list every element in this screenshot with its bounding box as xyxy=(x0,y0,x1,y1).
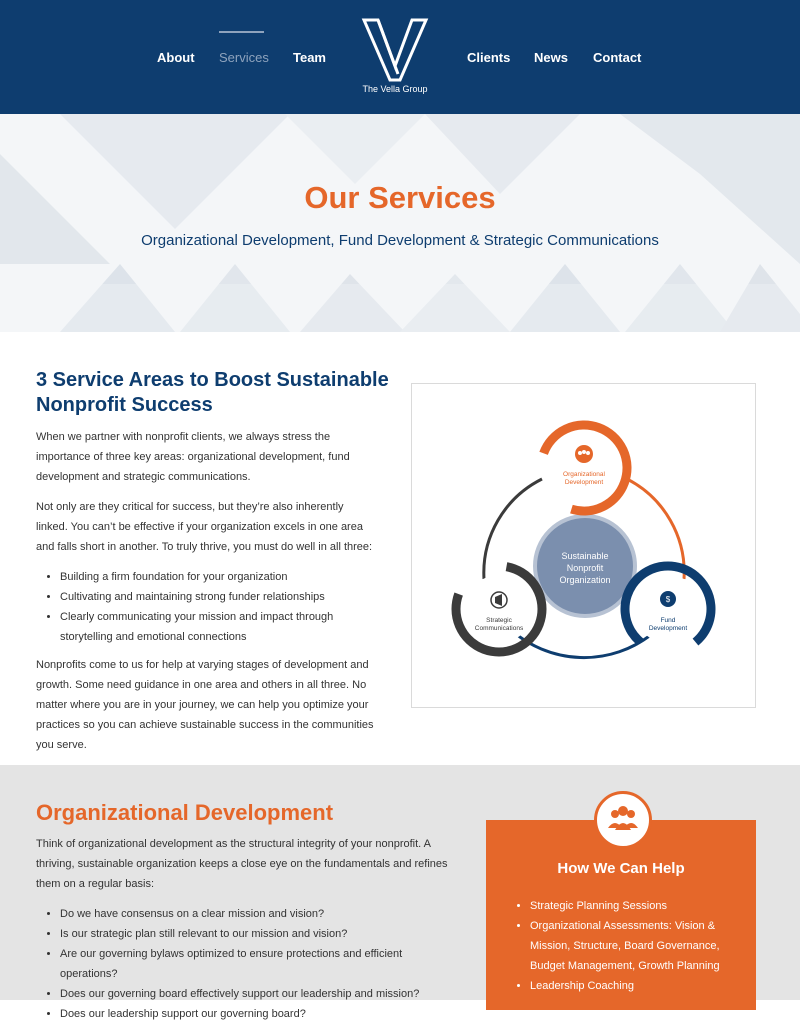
list-item: • Is our strategic plan still relevant to our mission and vision? xyxy=(60,924,460,944)
people-icon xyxy=(594,791,652,849)
hero-banner xyxy=(0,114,800,332)
service-areas-paragraph-2: Not only are they critical for success, but they’re also inherently linked. You can’t be effective if your organization excels in one area and falls short in another. To truly thrive, you must do well in all three: xyxy=(36,501,373,553)
three-circles-diagram xyxy=(412,384,757,709)
how-we-can-help-list xyxy=(530,896,730,996)
vella-group-logo[interactable] xyxy=(355,16,435,100)
list-item: • Does our governing board effectively support our leadership and mission? xyxy=(60,984,460,1004)
triangle-pattern-background xyxy=(0,114,800,332)
list-item: • Does our leadership support our governing board? xyxy=(60,1004,460,1024)
how-we-can-help-title: How We Can Help xyxy=(557,860,685,877)
list-item: • Do we have consensus on a clear mission and vision? xyxy=(60,904,460,924)
service-areas-diagram xyxy=(411,383,756,708)
site-header xyxy=(0,0,800,114)
left-label-line-1: Strategic xyxy=(486,617,512,624)
org-dev-questions-list xyxy=(60,904,460,1024)
nav-about[interactable]: About xyxy=(157,50,195,65)
logo-wordmark: The Vella Group xyxy=(362,84,428,94)
center-label-line-2: Nonprofit xyxy=(566,563,604,573)
list-item: • Strategic Planning Sessions xyxy=(530,896,730,916)
right-label-line-1: Fund xyxy=(660,617,676,624)
active-nav-indicator xyxy=(219,31,264,33)
list-item: • Organizational Assessments: Vision & Mission, Structure, Board Governance, Budget Management, Growth Planning xyxy=(530,916,730,976)
service-areas-paragraph-3: Nonprofits come to us for help at varying stages of development and growth. Some need guidance in one area and others in all three. No matter where you are in your journey, we can help you optimize your practices so you can achieve sustainable success in the communities you serve. xyxy=(36,659,374,751)
top-label-line-2: Development xyxy=(564,479,604,486)
nav-contact[interactable]: Contact xyxy=(593,50,642,65)
service-areas-list xyxy=(60,567,380,647)
service-areas-paragraph-1: When we partner with nonprofit clients, we always stress the importance of three key areas: organizational development, fund development and strategic communications. xyxy=(36,431,350,483)
svg-text:$: $ xyxy=(665,595,671,604)
list-item: • Clearly communicating your mission and impact through storytelling and emotional connections xyxy=(60,607,380,647)
center-label-line-3: Organization xyxy=(559,575,611,585)
right-label-line-2: Development xyxy=(648,625,688,632)
list-item: • Building a firm foundation for your organization xyxy=(60,567,380,587)
page-subtitle: Organizational Development, Fund Development & Strategic Communications xyxy=(141,232,659,249)
nav-services[interactable]: Services xyxy=(219,50,269,65)
org-dev-paragraph: Think of organizational development as the structural integrity of your nonprofit. A thriving, sustainable organization keeps a close eye on the fundamentals and refines them on a regular basis: xyxy=(36,838,448,890)
list-item: • Cultivating and maintaining strong funder relationships xyxy=(60,587,380,607)
nav-news[interactable]: News xyxy=(534,50,568,65)
top-label-line-1: Organizational xyxy=(563,471,605,478)
nav-team[interactable]: Team xyxy=(293,50,326,65)
nav-clients[interactable]: Clients xyxy=(467,50,511,65)
center-label-line-1: Sustainable xyxy=(561,551,609,561)
page-title: Our Services xyxy=(304,180,496,215)
org-dev-heading: Organizational Development xyxy=(36,800,334,825)
list-item: • Leadership Coaching xyxy=(530,976,730,996)
list-item: • Are our governing bylaws optimized to ensure protections and efficient operations? xyxy=(60,944,460,984)
left-label-line-2: Communications xyxy=(474,625,524,632)
v-logo-icon xyxy=(360,16,430,82)
service-areas-heading: 3 Service Areas to Boost Sustainable Nonprofit Success xyxy=(36,369,389,416)
